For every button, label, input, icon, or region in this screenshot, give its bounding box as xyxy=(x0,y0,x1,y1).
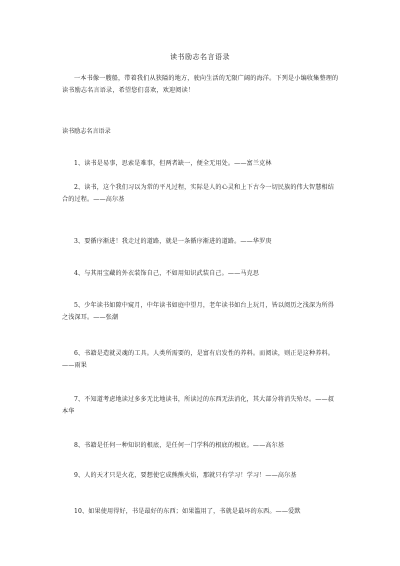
quote-item: 10、如果使用得好，书是最好的东西；如果滥用了，书就是最坏的东西。——爱默 xyxy=(74,508,301,515)
quote-item: 4、与其用宝藏的外衣装饰自己，不如用知识武装自己。——马克思 xyxy=(74,270,260,277)
quote-item: 8、书籍是任何一种知识的根底，是任何一门学科的根底的根底。——高尔基 xyxy=(74,442,285,449)
quote-item: 5、少年读书如隙中窥月，中年读书如庭中望月，老年读书如台上玩月，皆以阅历之浅深为所得之浅深耳。——张潮 xyxy=(62,302,335,321)
quote-item: 2、读书，这个我们习以为常的平凡过程，实际是人的心灵和上下古今一切民族的伟大智慧相结合的过程。——高尔基 xyxy=(62,184,335,203)
intro-paragraph: 一本书像一艘船，带着我们从狭隘的地方，驶向生活的无限广阔的海洋。下列是小编收集整理的读书励志名言语录，希望您们喜欢，欢迎阅读！ xyxy=(62,75,339,94)
section-heading: 读书励志名言语录 xyxy=(62,128,111,135)
quote-item: 9、人的天才只是火花，要想使它成熊熊火焰，那就只有学习！学习！——高尔基 xyxy=(74,472,297,479)
quote-item: 3、要循序渐进！我走过的道路，就是一条循序渐进的道路。——华罗庚 xyxy=(74,238,272,245)
quote-item: 7、不知道考虑地读过多多无比地读书，所读过的东西无法消化，其大部分将消失殆尽。——叔本华 xyxy=(62,396,335,415)
page-title: 读书励志名言语录 xyxy=(170,53,230,61)
quote-item: 1、读书是易事，思索是难事，但两者缺一，便全无用处。——富兰克林 xyxy=(74,160,272,167)
quote-item: 6、书籍是造就灵魂的工具。人类所需要的，是富有启发性的养料。而阅读，则正是这种养料。——雨果 xyxy=(62,350,335,369)
